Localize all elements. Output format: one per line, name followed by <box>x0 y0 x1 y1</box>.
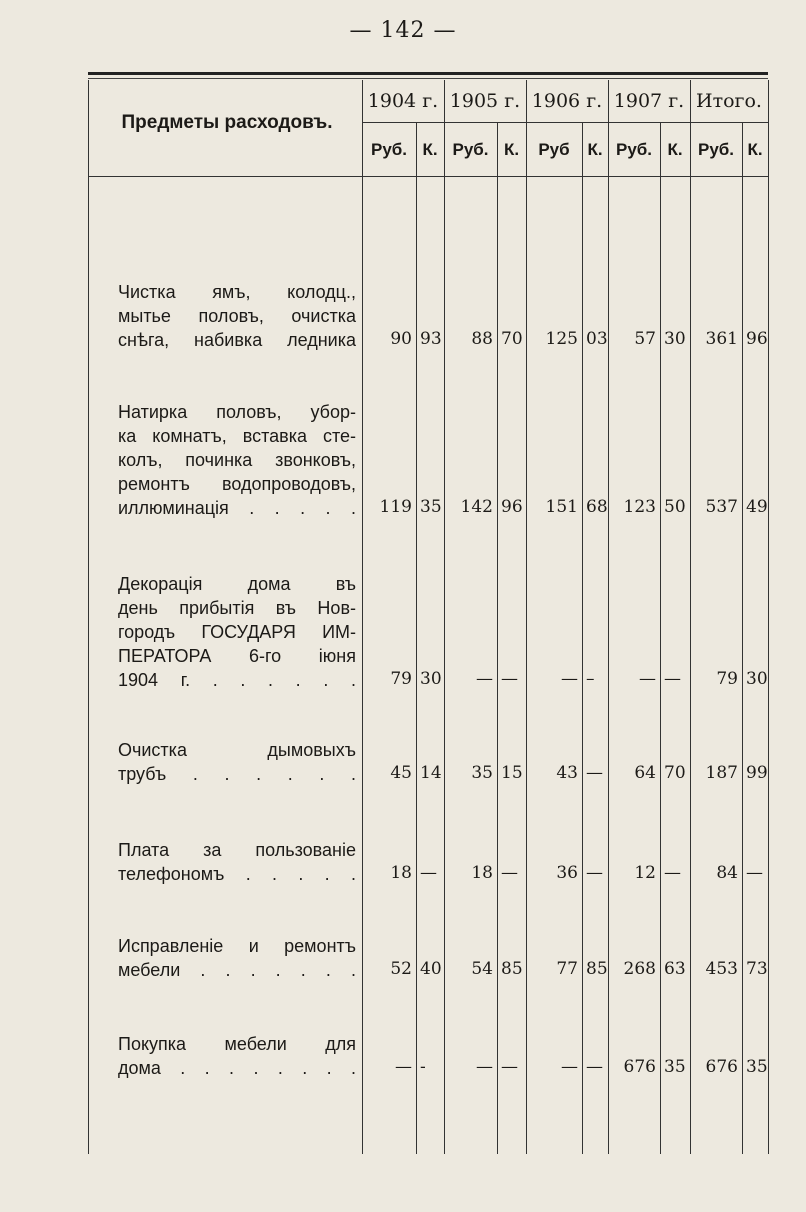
expense-item-label <box>118 1032 356 1080</box>
rubles-cell: 90 <box>390 329 412 349</box>
rubles-cell: 79 <box>390 669 412 689</box>
year-header: 1904 г. <box>367 90 439 112</box>
kopecks-cell: 35 <box>664 1057 686 1077</box>
rubles-cell: — <box>561 1057 578 1077</box>
label-line: Покупка мебели для <box>118 1034 356 1054</box>
kopecks-cell: — <box>501 1057 518 1077</box>
expense-item-label <box>118 400 356 520</box>
rubles-cell: — <box>476 1057 493 1077</box>
header-bottom-rule <box>88 176 768 177</box>
kopecks-cell: 99 <box>746 763 768 783</box>
kopecks-cell: 30 <box>746 669 768 689</box>
kopecks-cell: 14 <box>420 763 442 783</box>
label-line: колъ, починка звонковъ, <box>118 450 356 470</box>
rubles-cell: 361 <box>705 329 738 349</box>
kopecks-cell: 68 <box>586 497 608 517</box>
rubles-cell: 676 <box>705 1057 738 1077</box>
label-line: Декорація дома въ <box>118 574 356 594</box>
expense-item-label <box>118 838 356 886</box>
kopecks-cell: 96 <box>746 329 768 349</box>
kopecks-header: К. <box>667 140 683 159</box>
column-divider <box>768 80 769 1154</box>
rubles-cell: 123 <box>623 497 656 517</box>
year-header: 1907 г. <box>613 90 685 112</box>
rubles-cell: 187 <box>705 763 738 783</box>
kopecks-header: К. <box>587 140 603 159</box>
table-top-rule <box>88 72 768 75</box>
rubles-header: Руб. <box>452 140 489 159</box>
rubles-cell: 18 <box>471 863 493 883</box>
rubles-cell: — <box>561 669 578 689</box>
label-line: дома . . . . . . . . <box>118 1058 356 1078</box>
rubles-cell: 43 <box>556 763 578 783</box>
kopecks-cell: 93 <box>420 329 442 349</box>
kopecks-cell: 50 <box>664 497 686 517</box>
rubles-cell: 45 <box>390 763 412 783</box>
rubles-cell: 36 <box>556 863 578 883</box>
rubles-cell: 35 <box>471 763 493 783</box>
rubles-cell: 268 <box>623 959 656 979</box>
label-line: Очистка дымовыхъ <box>118 740 356 760</box>
kopecks-cell: — <box>501 863 518 883</box>
rubles-cell: — <box>639 669 656 689</box>
label-line: Натирка половъ, убор- <box>118 402 356 422</box>
label-line: мебели . . . . . . . <box>118 960 356 980</box>
kopecks-cell: - <box>420 1057 426 1077</box>
rubles-cell: 453 <box>705 959 738 979</box>
kopecks-cell: 35 <box>420 497 442 517</box>
column-divider <box>690 80 691 1154</box>
column-divider <box>444 80 445 1154</box>
rubles-cell: 125 <box>545 329 578 349</box>
year-header: 1905 г. <box>449 90 521 112</box>
kopecks-cell: — <box>420 863 437 883</box>
kopecks-cell: — <box>664 669 681 689</box>
year-header: Итого. <box>696 90 762 112</box>
rubles-cell: — <box>395 1057 412 1077</box>
rubles-cell: 12 <box>634 863 656 883</box>
column-divider <box>660 122 661 1154</box>
year-header: 1906 г. <box>531 90 603 112</box>
kopecks-cell: 85 <box>501 959 523 979</box>
kopecks-cell: 30 <box>664 329 686 349</box>
label-line: Чистка ямъ, колодц., <box>118 282 356 302</box>
label-line: городъ ГОСУДАРЯ ИМ- <box>118 622 356 642</box>
rubles-cell: 54 <box>471 959 493 979</box>
kopecks-cell: 70 <box>664 763 686 783</box>
rubles-header: Руб. <box>615 140 653 159</box>
kopecks-header: К. <box>747 140 763 159</box>
rubles-header: Руб <box>538 140 570 159</box>
column-divider <box>416 122 417 1154</box>
kopecks-cell: — <box>746 863 763 883</box>
label-line: трубъ . . . . . . <box>118 764 356 784</box>
rubles-cell: — <box>476 669 493 689</box>
kopecks-cell: — <box>586 1057 603 1077</box>
kopecks-cell: 70 <box>501 329 523 349</box>
kopecks-header: К. <box>503 140 520 159</box>
table-left-border <box>88 80 89 1154</box>
kopecks-cell: 30 <box>420 669 442 689</box>
rubles-cell: 77 <box>556 959 578 979</box>
kopecks-cell: 35 <box>746 1057 768 1077</box>
rubles-header: Руб. <box>697 140 735 159</box>
year-row-divider <box>362 122 768 123</box>
rubles-cell: 64 <box>634 763 656 783</box>
label-line: ремонтъ водопроводовъ, <box>118 474 356 494</box>
label-line: телефономъ . . . . . <box>118 864 356 884</box>
expense-item-label <box>118 738 356 786</box>
column-divider <box>582 122 583 1154</box>
kopecks-cell: 85 <box>586 959 608 979</box>
kopecks-cell: — <box>586 863 603 883</box>
label-line: Исправленіе и ремонтъ <box>118 936 356 956</box>
label-line: мытье половъ, очистка <box>118 306 356 326</box>
column-divider <box>526 80 527 1154</box>
rubles-cell: 84 <box>716 863 738 883</box>
column-divider <box>742 122 743 1154</box>
kopecks-cell: 03 <box>586 329 608 349</box>
table-top-rule-thin <box>88 78 768 79</box>
expense-item-label <box>118 572 356 692</box>
rubles-cell: 676 <box>623 1057 656 1077</box>
kopecks-cell: — <box>586 763 603 783</box>
rubles-cell: 537 <box>705 497 738 517</box>
label-line: снѣга, набивка ледника <box>118 330 356 350</box>
kopecks-cell: 73 <box>746 959 768 979</box>
rubles-cell: 119 <box>379 497 412 517</box>
kopecks-cell: 15 <box>501 763 523 783</box>
column-divider <box>362 80 363 1154</box>
column-header-title: Предметы расходовъ. <box>121 112 333 133</box>
expense-item-label <box>118 280 356 352</box>
kopecks-cell: 40 <box>420 959 442 979</box>
kopecks-cell: – <box>586 669 595 689</box>
kopecks-cell: — <box>664 863 681 883</box>
label-line: день прибытія въ Нов- <box>118 598 356 618</box>
label-line: ПЕРАТОРА 6-го іюня <box>118 646 356 666</box>
rubles-cell: 18 <box>390 863 412 883</box>
rubles-cell: 88 <box>471 329 493 349</box>
label-line: иллюминація . . . . . <box>118 498 356 518</box>
rubles-cell: 52 <box>390 959 412 979</box>
kopecks-cell: 96 <box>501 497 523 517</box>
label-line: 1904 г. . . . . . . <box>118 670 356 690</box>
expense-item-label <box>118 934 356 982</box>
kopecks-cell: 63 <box>664 959 686 979</box>
kopecks-cell: — <box>501 669 518 689</box>
label-line: ка комнатъ, вставка сте- <box>118 426 356 446</box>
rubles-header: Руб. <box>370 140 408 159</box>
column-divider <box>497 122 498 1154</box>
page-number: — 142 — <box>349 18 457 43</box>
rubles-cell: 142 <box>460 497 493 517</box>
rubles-cell: 57 <box>634 329 656 349</box>
label-line: Плата за пользованіе <box>118 840 356 860</box>
kopecks-header: К. <box>422 140 438 159</box>
rubles-cell: 79 <box>716 669 738 689</box>
rubles-cell: 151 <box>545 497 578 517</box>
kopecks-cell: 49 <box>746 497 768 517</box>
column-divider <box>608 80 609 1154</box>
